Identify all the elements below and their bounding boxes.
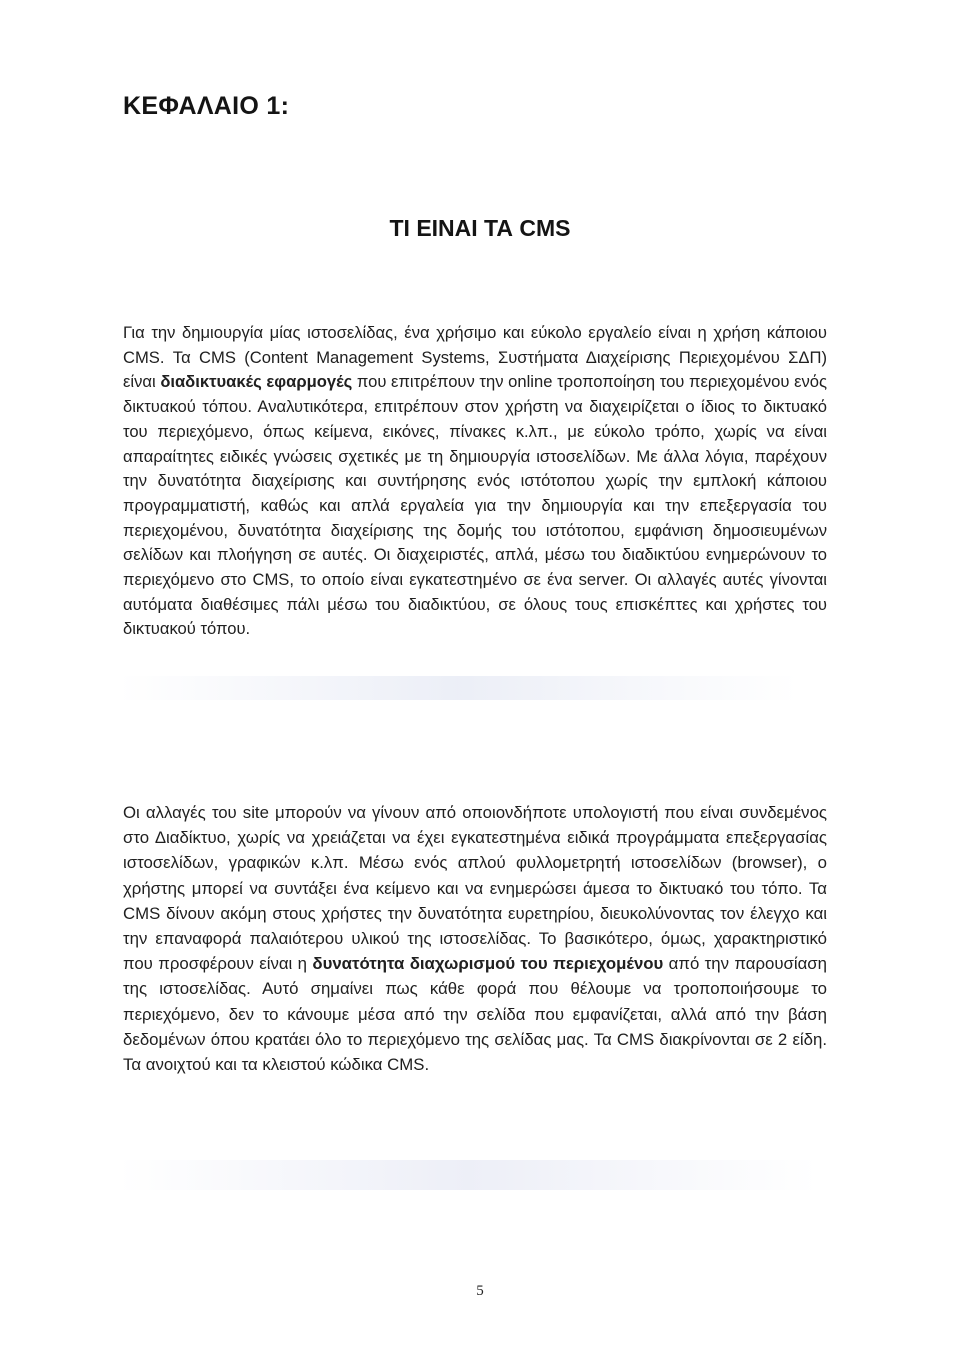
bold-phrase: διαδικτυακές εφαρμογές: [160, 372, 353, 392]
paragraph-intro: [123, 321, 827, 642]
paragraph-text: Οι αλλαγές του site μπορούν να γίνουν από οποιονδήποτε υπολογιστή που είναι συνδεμένος στο Διαδίκτυο, χωρίς να χρειάζεται να έχει εγκατεστημένα ειδικά προγράμματα επεξεργασίας ιστοσελίδων, γραφικών κ.λπ. Μέσω ενός απλού φυλλομετρητή ιστοσελίδων (browser), ο χρήστης μπορεί να συντάξει ένα κείμενο και να ενημερώσει άμεσα το δικτυακό του τόπο. Τα CMS δίνουν ακόμη στους χρήστες την δυνατότητα ευρετηρίου, διευκολύνοντας τον έλεγχο και την επαναφορά παλαιότερου υλικού της ιστοσελίδας. Το βασικότερο, όμως, χαρακτηριστικό που προσφέρουν είναι η: [123, 803, 827, 974]
scan-smudge: [118, 1160, 818, 1190]
chapter-heading: ΚΕΦΑΛΑΙΟ 1:: [123, 92, 290, 120]
paragraph-text: που επιτρέπουν την online τροποποίηση του περιεχομένου ενός δικτυακού τόπου. Αναλυτικότερα, επιτρέπουν στον χρήστη να διαχειρίζεται ο ίδιος το δικτυακό του περιεχόμενο, όπως κείμενα, εικόνες, πίνακες κ.λπ., με εύκολο τρόπο, χωρίς να είναι απαραίτητες ειδικές γνώσεις σχετικές με τη δημιουργία ιστοσελίδων. Με άλλα λόγια, παρέχουν την δυνατότητα διαχείρισης και συντήρησης ενός ιστότοπου χωρίς την εμπλοκή κάποιου προγραμματιστή, καθώς και απλά εργαλεία για την δημιουργία και την επεξεργασία του περιεχομένου, δυνατότητα διαχείρισης της δομής του ιστότοπου, εμφάνιση δημοσιευμένων σελίδων και πλοήγηση σε αυτές. Οι διαχειριστές, απλά, μέσω του διαδικτύου ενημερώνουν το περιεχόμενο στο CMS, το οποίο είναι εγκατεστημένο σε ένα server. Οι αλλαγές αυτές γίνονται αυτόματα διαθέσιμες πάλι μέσω του διαδικτύου, σε όλους τους επισκέπτες και χρήστες του δικτυακού τόπου.: [123, 372, 828, 639]
page-number: 5: [476, 1283, 484, 1299]
paragraph-text: Για την δημιουργία μίας ιστοσελίδας, ένα χρήσιμο και εύκολο εργαλείο είναι η χρήση κάποιου CMS. Τα CMS (Content Management Systems, Συστήματα Διαχείρισης Περιεχομένου ΣΔΠ) είναι: [123, 323, 827, 392]
scan-smudge: [118, 676, 798, 700]
section-title: ΤΙ ΕΙΝΑΙ ΤΑ CMS: [389, 215, 571, 241]
paragraph-features: [123, 800, 827, 1077]
bold-phrase: δυνατότητα διαχωρισμού του περιεχομένου: [312, 954, 664, 974]
paragraph-text: από την παρουσίαση της ιστοσελίδας. Αυτό σημαίνει πως κάθε φορά που θέλουμε να τροποποιήσουμε το περιεχόμενο, δεν το κάνουμε μέσα από την σελίδα που εμφανίζεται, αλλά από την βάση δεδομένων όπου κρατάει όλο το περιεχόμενο της σελίδας μας. Τα CMS διακρίνονται σε 2 είδη. Τα ανοιχτού και τα κλειστού κώδικα CMS.: [123, 954, 827, 1075]
